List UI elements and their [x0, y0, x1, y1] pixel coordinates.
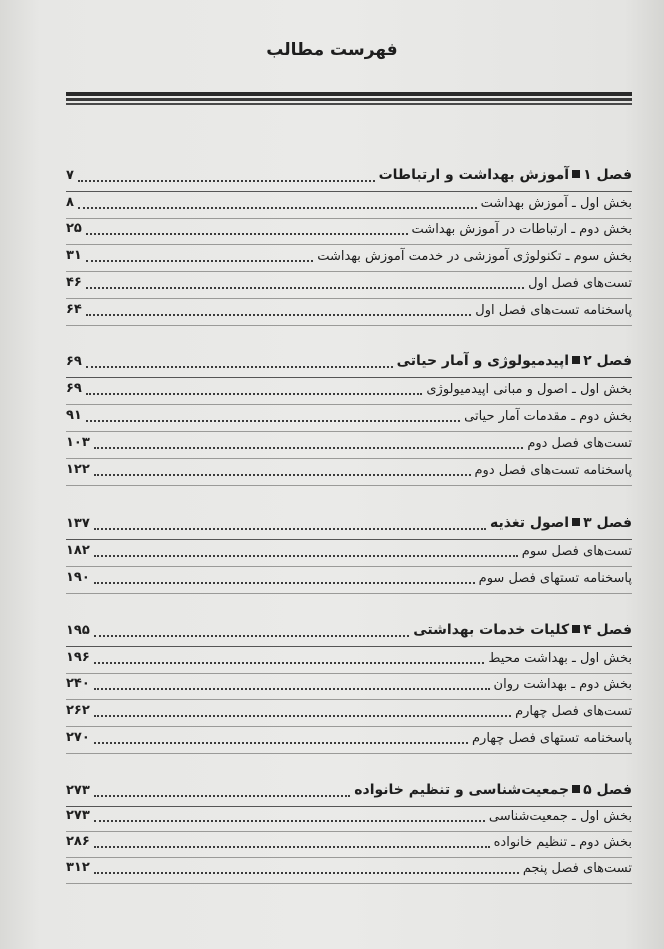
toc-section-label: بخش اول ـ بهداشت محیط — [488, 651, 632, 666]
dot-leader — [78, 207, 477, 209]
page-number: ۹۱ — [66, 408, 82, 423]
page-number: ۱۰۳ — [66, 435, 90, 450]
page-number: ۴۶ — [66, 275, 82, 290]
toc-section-row — [66, 406, 632, 432]
toc-chapter-row — [66, 514, 632, 540]
dot-leader — [94, 528, 486, 530]
row-underline — [66, 325, 632, 326]
page-number: ۶۹ — [66, 381, 82, 396]
chapter-title: اپیدمیولوژی و آمار حیاتی — [396, 353, 570, 369]
dot-leader — [94, 688, 490, 690]
dot-leader — [94, 474, 471, 476]
toc-section-row — [66, 701, 632, 727]
toc-chapter-heading — [490, 515, 632, 531]
page-number: ۱۹۶ — [66, 650, 90, 665]
page-number: ۲۸۶ — [66, 834, 90, 849]
page-number: ۱۹۰ — [66, 570, 90, 585]
page-title: فهرست مطالب — [266, 40, 398, 60]
page-number: ۱۸۲ — [66, 543, 90, 558]
row-underline — [66, 404, 632, 405]
title-divider-bar — [66, 103, 632, 105]
toc-section-row — [66, 858, 632, 884]
chapter-title: آموزش بهداشت و ارتباطات — [378, 167, 570, 183]
row-underline — [66, 271, 632, 272]
page-number: ۶۹ — [66, 354, 82, 369]
row-underline — [66, 883, 632, 884]
dot-leader — [78, 180, 375, 182]
page-number: ۱۲۲ — [66, 462, 90, 477]
row-underline — [66, 566, 632, 567]
toc-chapter-row — [66, 621, 632, 647]
toc-section-row — [66, 568, 632, 594]
toc-section-label: بخش سوم ـ تکنولوژی آموزشی در خدمت آموزش بهداشت — [317, 249, 632, 264]
dot-leader — [86, 314, 471, 316]
toc-section-label: پاسخنامه تست‌های فصل دوم — [474, 463, 632, 478]
square-bullet-icon — [572, 518, 580, 526]
dot-leader — [94, 662, 485, 664]
square-bullet-icon — [572, 625, 580, 633]
square-bullet-icon — [572, 356, 580, 364]
toc-section-row — [66, 300, 632, 326]
toc-section-label: تست‌های فصل سوم — [521, 544, 632, 559]
page-number: ۱۳۷ — [66, 516, 90, 531]
toc-section-row — [66, 832, 632, 858]
toc-section-label: پاسخنامه تستهای فصل سوم — [478, 571, 632, 586]
chapter-number: فصل ۵ — [583, 782, 632, 798]
toc-section-row — [66, 433, 632, 459]
chapter-number: فصل ۴ — [583, 622, 632, 638]
dot-leader — [94, 820, 485, 822]
toc-section-label: بخش اول ـ اصول و مبانی اپیدمیولوژی — [426, 382, 632, 397]
row-underline — [66, 726, 632, 727]
toc-section-label: بخش دوم ـ ارتباطات در آموزش بهداشت — [411, 222, 632, 237]
toc-section-label: تست‌های فصل چهارم — [515, 704, 632, 719]
dot-leader — [94, 582, 475, 584]
page-number: ۲۷۳ — [66, 783, 90, 798]
dot-leader — [86, 287, 524, 289]
toc-section-row — [66, 648, 632, 674]
chapter-title: جمعیت‌شناسی و تنظیم خانواده — [354, 782, 570, 798]
toc-section-row — [66, 460, 632, 486]
chapter-number: فصل ۳ — [583, 515, 632, 531]
dot-leader — [94, 795, 350, 797]
row-underline — [66, 377, 632, 378]
toc-section-row — [66, 728, 632, 754]
row-underline — [66, 699, 632, 700]
toc-section-label: بخش دوم ـ مقدمات آمار حیاتی — [464, 409, 632, 424]
dot-leader — [94, 715, 511, 717]
toc-section-label: تست‌های فصل پنجم — [522, 861, 632, 876]
square-bullet-icon — [572, 785, 580, 793]
dot-leader — [94, 555, 518, 557]
dot-leader — [86, 393, 423, 395]
page-number: ۲۷۳ — [66, 808, 90, 823]
dot-leader — [94, 635, 409, 637]
toc-chapter-row — [66, 781, 632, 807]
row-underline — [66, 298, 632, 299]
toc-section-label: بخش دوم ـ تنظیم خانواده — [493, 835, 632, 850]
row-underline — [66, 646, 632, 647]
page-number: ۲۵ — [66, 221, 82, 236]
title-divider-bar — [66, 92, 632, 96]
toc-chapter-heading — [413, 622, 632, 638]
chapter-number: فصل ۲ — [583, 353, 632, 369]
toc-section-row — [66, 219, 632, 245]
toc-chapter-heading — [397, 353, 632, 369]
page-number: ۲۴۰ — [66, 676, 90, 691]
toc-section-label: بخش دوم ـ بهداشت روان — [493, 677, 632, 692]
toc-chapter-heading — [379, 167, 632, 183]
row-underline — [66, 593, 632, 594]
toc-section-label: بخش اول ـ آموزش بهداشت — [480, 196, 632, 211]
toc-section-row — [66, 806, 632, 832]
page-number: ۳۱ — [66, 248, 82, 263]
toc-chapter-row — [66, 352, 632, 378]
row-underline — [66, 244, 632, 245]
chapter-number: فصل ۱ — [583, 167, 632, 183]
row-underline — [66, 458, 632, 459]
toc-section-label: پاسخنامه تستهای فصل چهارم — [472, 731, 632, 746]
dot-leader — [94, 742, 468, 744]
chapter-title: اصول تغذیه — [489, 515, 570, 531]
dot-leader — [94, 447, 524, 449]
toc-section-row — [66, 379, 632, 405]
toc-chapter-heading — [354, 782, 632, 798]
page-number: ۶۴ — [66, 302, 82, 317]
toc-section-label: بخش اول ـ جمعیت‌شناسی — [488, 809, 632, 824]
dot-leader — [86, 233, 408, 235]
dot-leader — [94, 846, 490, 848]
page-number: ۳۱۲ — [66, 860, 90, 875]
toc-section-row — [66, 541, 632, 567]
toc-section-label: تست‌های فصل دوم — [527, 436, 632, 451]
page-number: ۷ — [66, 168, 74, 183]
dot-leader — [86, 260, 313, 262]
page-number: ۱۹۵ — [66, 623, 90, 638]
square-bullet-icon — [572, 170, 580, 178]
row-underline — [66, 539, 632, 540]
toc-section-label: پاسخنامه تست‌های فصل اول — [475, 303, 632, 318]
page-number: ۸ — [66, 195, 74, 210]
toc-section-row — [66, 246, 632, 272]
page-number: ۲۶۲ — [66, 703, 90, 718]
dot-leader — [86, 420, 460, 422]
toc-chapter-row — [66, 166, 632, 192]
row-underline — [66, 485, 632, 486]
page-number: ۲۷۰ — [66, 730, 90, 745]
dot-leader — [86, 366, 393, 368]
toc-section-row — [66, 273, 632, 299]
toc-section-row — [66, 193, 632, 219]
title-divider-bar — [66, 98, 632, 101]
toc-section-row — [66, 674, 632, 700]
chapter-title: کلیات خدمات بهداشتی — [413, 622, 570, 638]
row-underline — [66, 431, 632, 432]
dot-leader — [94, 872, 519, 874]
row-underline — [66, 753, 632, 754]
row-underline — [66, 191, 632, 192]
toc-section-label: تست‌های فصل اول — [528, 276, 632, 291]
